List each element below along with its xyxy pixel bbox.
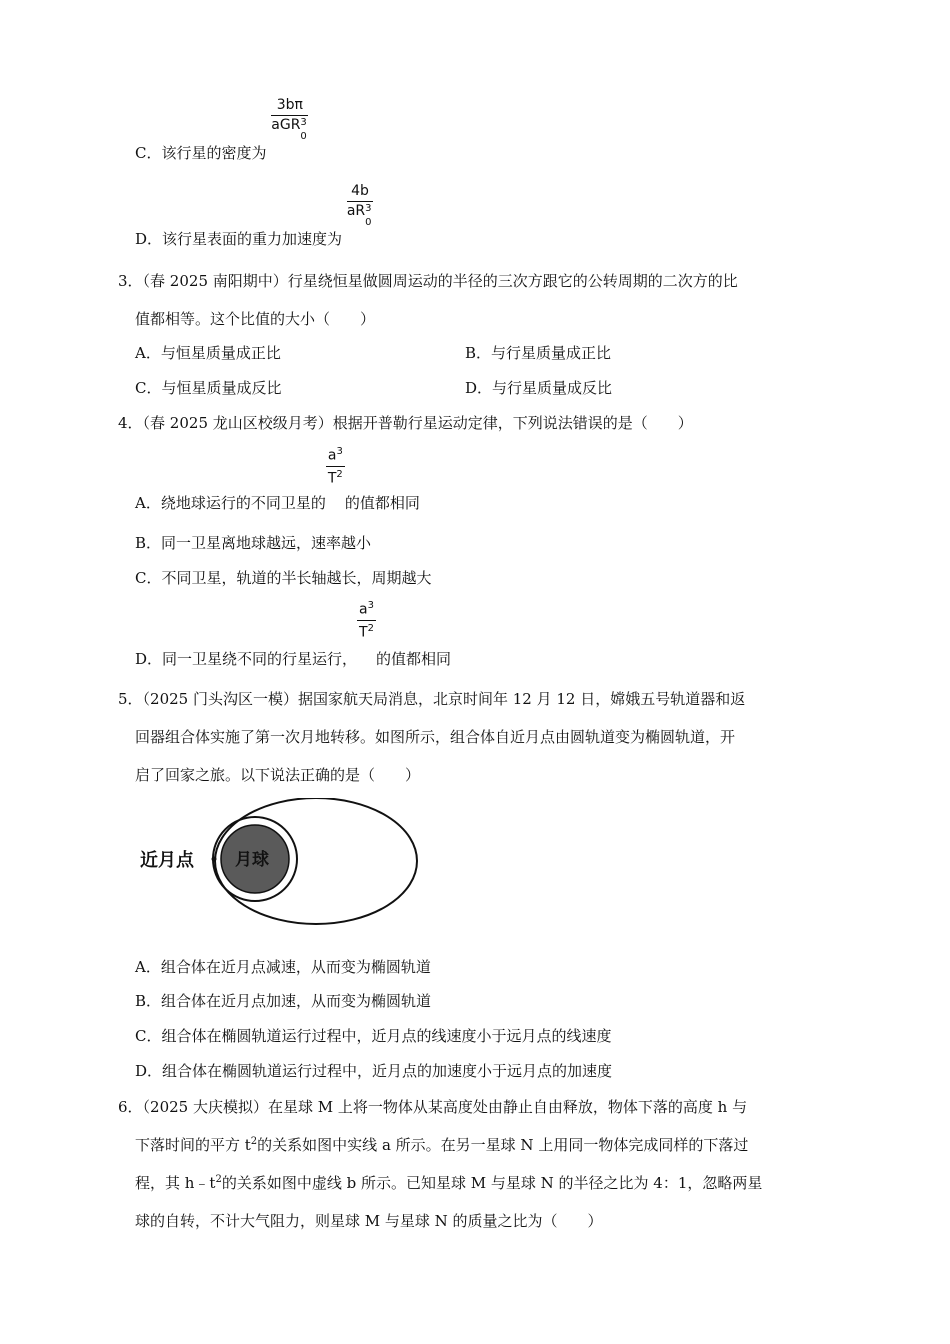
q5-option-d[interactable]: D．组合体在椭圆轨道运行过程中，近月点的加速度小于远月点的加速度 xyxy=(135,1062,613,1080)
fraction-numerator: 4b xyxy=(347,184,373,202)
q2-option-c-fraction xyxy=(271,97,308,143)
q5-option-c[interactable]: C．组合体在椭圆轨道运行过程中，近月点的线速度小于远月点的线速度 xyxy=(135,1027,612,1045)
q5-stem-line3: 启了回家之旅。以下说法正确的是（ ） xyxy=(135,766,421,784)
q3-option-c[interactable]: C．与恒星质量成反比 xyxy=(135,379,282,397)
q2-option-d-text: D．该行星表面的重力加速度为 xyxy=(135,229,343,248)
q2-option-d[interactable] xyxy=(135,180,373,248)
q3-stem-line1: 3．（春 2025 南阳期中）行星绕恒星做圆周运动的半径的三次方跟它的公转周期的二次方的比 xyxy=(118,272,738,290)
q4-option-d-post: 的值都相同 xyxy=(376,649,452,668)
fraction-denominator: $T^2$ xyxy=(327,469,343,487)
q6-line3: 程，其 $h﹣t^2$的关系如图中虚线 b 所示。已知星球 M 与星球 N 的半径之比为 4：1，忽略两星 xyxy=(135,1174,763,1192)
q5-stem-line2: 回器组合体实施了第一次月地转移。如图所示，组合体自近月点由圆轨道变为椭圆轨道，开 xyxy=(135,728,736,746)
perilune-label: 近月点 xyxy=(140,850,194,871)
q6-line2: 下落时间的平方 $t^2$的关系如图中实线 a 所示。在另一星球 N 上用同一物体完成同样的下落过 xyxy=(135,1136,749,1154)
q4-option-d[interactable] xyxy=(135,600,452,668)
q4-option-c[interactable]: C．不同卫星，轨道的半长轴越长，周期越大 xyxy=(135,569,432,587)
fraction-numerator: $a^3$ xyxy=(357,600,376,621)
q3-stem-line2: 值都相等。这个比值的大小（ ） xyxy=(135,310,376,328)
q4-option-a-fraction xyxy=(326,446,345,487)
q6-line1: 6．（2025 大庆模拟）在星球 M 上将一物体从某高度处由静止自由释放，物体下落的高度 h 与 xyxy=(118,1098,748,1116)
q2-option-c[interactable] xyxy=(135,96,308,162)
q5-orbit-diagram xyxy=(130,798,430,938)
q3-option-a[interactable]: A．与恒星质量成正比 xyxy=(135,344,281,362)
q4-option-d-pre: D．同一卫星绕不同的行星运行， xyxy=(135,649,358,668)
fraction-numerator: $a^3$ xyxy=(326,446,345,467)
q2-option-c-text: C．该行星的密度为 xyxy=(135,143,267,162)
fraction-denominator: $T^2$ xyxy=(359,623,374,641)
q4-option-a-post: 的值都相同 xyxy=(344,493,420,512)
q5-option-b[interactable]: B．组合体在近月点加速，从而变为椭圆轨道 xyxy=(135,992,432,1010)
q2-option-d-fraction xyxy=(346,183,373,229)
q3-option-b[interactable]: B．与行星质量成正比 xyxy=(465,344,612,362)
fraction-numerator: 3bπ xyxy=(271,98,308,116)
q3-option-d[interactable]: D．与行星质量成反比 xyxy=(465,379,613,397)
q4-option-a-pre: A．绕地球运行的不同卫星的 xyxy=(135,493,326,512)
perilune-point xyxy=(212,857,217,862)
q5-option-a[interactable]: A．组合体在近月点减速，从而变为椭圆轨道 xyxy=(135,958,431,976)
q5-stem-line1: 5．（2025 门头沟区一模）据国家航天局消息，北京时间年 12 月 12 日，嫦娥五号轨道器和返 xyxy=(118,690,746,708)
q6-line4: 球的自转，不计大气阻力，则星球 M 与星球 N 的质量之比为（ ） xyxy=(135,1212,603,1230)
fraction-denominator: aR 3 0 xyxy=(346,203,372,229)
moon-label: 月球 xyxy=(235,850,269,870)
fraction-denominator: aGR 3 0 xyxy=(271,117,307,143)
q4-stem: 4．（春 2025 龙山区校级月考）根据开普勒行星运动定律，下列说法错误的是（ ） xyxy=(118,414,693,432)
q4-option-d-fraction xyxy=(357,600,376,641)
q4-option-a[interactable] xyxy=(135,444,420,512)
q4-option-b[interactable]: B．同一卫星离地球越远，速率越小 xyxy=(135,534,372,552)
